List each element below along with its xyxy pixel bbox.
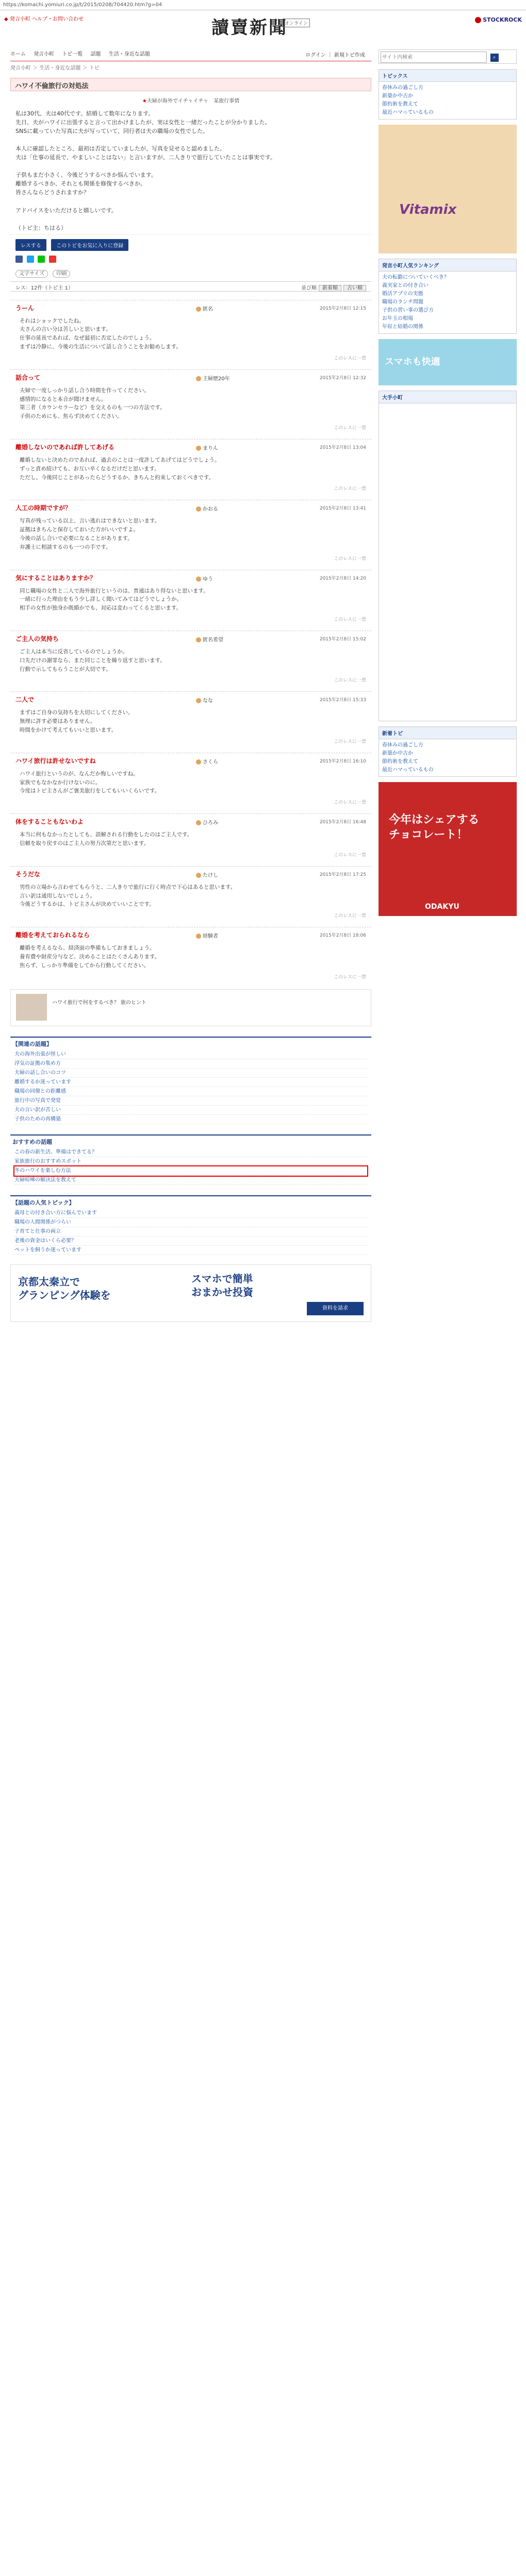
author-icon xyxy=(196,820,201,825)
sidebar-ranking-link[interactable]: お年玉の相場 xyxy=(382,316,413,321)
vote-link[interactable]: このレスに一票 xyxy=(334,355,366,361)
response-header xyxy=(10,695,371,705)
author-name: かおる xyxy=(203,506,218,513)
vote-link[interactable]: このレスに一票 xyxy=(334,739,366,744)
vote-link[interactable]: このレスに一票 xyxy=(334,556,366,562)
response-date: 2015年2月8日 16:10 xyxy=(319,758,366,764)
response-date: 2015年2月8日 12:15 xyxy=(319,306,366,311)
star-icon: ★ xyxy=(142,98,147,104)
author-icon xyxy=(196,873,201,878)
vote-link[interactable]: このレスに一票 xyxy=(334,617,366,622)
brand-icon xyxy=(475,17,481,23)
sidebar-ranking-link[interactable]: 夫の転勤についていくべき？ xyxy=(382,275,449,280)
line-icon[interactable] xyxy=(38,256,45,263)
sidebar-new-topic-link[interactable]: 節約術を教えて xyxy=(382,759,418,765)
response-item xyxy=(10,691,371,744)
response-title[interactable]: 体をすることもないわよ xyxy=(15,818,84,826)
hatena-icon[interactable] xyxy=(49,256,56,263)
author-name: まりん xyxy=(203,446,218,452)
response-author xyxy=(196,757,218,765)
sort-oldest[interactable]: 古い順 xyxy=(343,285,366,292)
response-title[interactable]: うーん xyxy=(15,304,35,312)
response-title[interactable]: 気にすることはありますか？ xyxy=(15,574,96,582)
response-header xyxy=(10,756,371,767)
author-name: 匿名希望 xyxy=(203,637,223,643)
response-body: ハワイ旅行というのが、なんだか悔しいですね。 家族でもなかなか行けないのに。 今度はトピ主さんがご褒美旅行をしてもいいくらいです。 xyxy=(20,770,160,794)
bottom-ad[interactable] xyxy=(10,1264,371,1322)
sidebar-new-topic-link[interactable]: 最近ハマっているもの xyxy=(382,767,434,773)
top-divider xyxy=(0,9,526,11)
facebook-icon[interactable] xyxy=(15,256,23,263)
site-header xyxy=(0,11,526,42)
author-icon xyxy=(196,698,201,703)
response-header xyxy=(10,573,371,584)
related-topic-link[interactable]: 子供のための再構築 xyxy=(14,1115,367,1124)
author-name: 匿名 xyxy=(203,306,213,312)
response-date: 2015年2月8日 17:25 xyxy=(319,872,366,877)
browser-url-bar[interactable] xyxy=(0,0,526,9)
popular-topics xyxy=(10,1195,371,1255)
vote-link[interactable]: このレスに一票 xyxy=(334,852,366,858)
main-column xyxy=(10,49,371,1322)
response-list xyxy=(10,300,371,980)
response-title[interactable]: 二人で xyxy=(15,696,35,704)
topic-actions xyxy=(15,239,366,251)
author-name: たけし xyxy=(203,872,218,878)
response-header xyxy=(10,870,371,880)
ad-chocolate-text: 今年はシェアする チョコレート！ xyxy=(389,814,480,841)
response-title[interactable]: 離婚を考えておられるなら xyxy=(15,931,90,939)
author-name: 主婦歴20年 xyxy=(203,376,230,382)
sidebar-ad-chocolate[interactable] xyxy=(379,782,517,916)
response-author xyxy=(196,871,218,878)
response-author xyxy=(196,444,218,451)
topic-subheading xyxy=(10,96,371,104)
response-body: 離婚しないと決めたのであれば、過去のことは一度許してあげてはどうでしょう。 ずっと責め続けても、お互い辛くなるだけだと思います。 ただし、今後同じことがあったらどうするか、きちんと約束しておくべきです。 xyxy=(20,457,220,481)
response-author xyxy=(196,574,213,582)
popular-topic-link[interactable]: 老後の資金はいくら必要？ xyxy=(14,1236,367,1246)
author-icon xyxy=(196,376,201,381)
online-badge: オンライン xyxy=(283,19,310,27)
sidebar-topic-link[interactable]: 最近ハマっているもの xyxy=(382,110,434,115)
response-date: 2015年2月8日 16:48 xyxy=(319,820,366,825)
sort-newest[interactable]: 新着順 xyxy=(319,285,341,292)
response-body: 本当に何もなかったとしても、誤解される行動をしたのはご主人です。 信頼を取り戻すのはご主人の努力次第だと思います。 xyxy=(20,832,193,846)
ad-brand: Vitamix xyxy=(399,202,457,217)
response-item xyxy=(10,369,371,431)
brand-logo[interactable] xyxy=(475,16,522,23)
response-date: 2015年2月8日 15:02 xyxy=(319,637,366,642)
sidebar-ad-vitamix[interactable] xyxy=(379,125,517,253)
response-item xyxy=(10,866,371,919)
response-title[interactable]: 話合って xyxy=(15,374,41,381)
response-item xyxy=(10,753,371,805)
response-sort-bar xyxy=(10,281,371,292)
global-nav xyxy=(10,49,371,61)
recommended-topic-link[interactable]: 夫婦喧嘩の解決法を教えて xyxy=(14,1176,367,1185)
response-header xyxy=(10,930,371,941)
topic-tools xyxy=(15,269,366,278)
nav-komachi[interactable]: 発言小町 xyxy=(34,52,55,57)
reply-button[interactable]: レスする xyxy=(15,239,46,251)
topic-title: ハワイ不倫旅行の対処法 xyxy=(10,78,371,91)
response-title[interactable]: ハワイ旅行は許せないですね xyxy=(15,757,96,765)
share-buttons xyxy=(15,256,366,264)
response-item xyxy=(10,927,371,979)
response-author xyxy=(196,374,230,382)
sidebar-topic-link[interactable]: 春休みの過ごし方 xyxy=(382,85,423,91)
related-topic-link[interactable]: 夫の言い訳が苦しい xyxy=(14,1106,367,1115)
sidebar-ranking-link[interactable]: 職場のランチ問題 xyxy=(382,299,423,305)
response-title[interactable]: ご主人の気持ち xyxy=(15,635,59,642)
response-date: 2015年2月8日 12:32 xyxy=(319,375,366,381)
sidebar-box-title: 大手小町 xyxy=(379,391,516,403)
sidebar-topic-link[interactable]: 節約術を教えて xyxy=(382,101,418,107)
sidebar-new-topic-link[interactable]: 新築か中古か xyxy=(382,751,413,756)
response-body: 夫婦で一度しっかり話し合う時間を作ってください。 感情的になると本音が聞けません。 第三者（カウンセラーなど）を交えるのも一つの方法です。 子供のためにも、焦らず決めてください。 xyxy=(20,387,166,420)
popular-topic-link[interactable]: 子育てと仕事の両立 xyxy=(14,1227,367,1236)
author-icon xyxy=(196,934,201,939)
recommended-topic-link[interactable]: 冬のハワイを楽しむ方法 xyxy=(14,1166,367,1176)
related-topic-link[interactable]: 離婚するか迷っています xyxy=(14,1078,367,1087)
response-author xyxy=(196,635,223,643)
response-item xyxy=(10,439,371,492)
vote-link[interactable]: このレスに一票 xyxy=(334,800,366,806)
response-body: 写真が残っている以上、言い逃れはできないと思います。 証拠はきちんと保存しておいた方がいいですよ。 今後の話し合いで必要になることがあります。 弁護士に相談するのも一つの手です。 xyxy=(20,518,160,550)
recommended-topics xyxy=(10,1134,371,1185)
sidebar-topic-link[interactable]: 新築か中古か xyxy=(382,93,413,99)
url-text: https://komachi.yomiuri.co.jp/t/2015/0208/704420.htm?g=04 xyxy=(3,2,162,8)
response-item xyxy=(10,500,371,561)
search-icon[interactable]: ⌕ xyxy=(490,54,499,62)
response-body: ご主人は本当に反省しているのでしょうか。 口先だけの謝罪なら、また同じことを繰り返すと思います。 行動で示してもらうことが大切です。 xyxy=(20,649,166,672)
author-name: さくら xyxy=(203,759,218,765)
response-author xyxy=(196,304,213,312)
response-body: 同じ職場の女性と二人で海外旅行というのは、普通はあり得ないと思います。 一緒に行った理由をもう少し詳しく聞いてみてはどうでしょうか。 相手の女性が独身か既婚かでも、対応は変わってくると思います。 xyxy=(20,587,209,612)
search-box xyxy=(379,49,517,64)
response-header xyxy=(10,634,371,645)
response-author xyxy=(196,818,218,826)
response-item xyxy=(10,814,371,858)
feature-thumbnail xyxy=(16,994,47,1021)
author-name: ひろみ xyxy=(203,820,218,826)
site-logo[interactable]: 讀賣新聞 xyxy=(211,18,288,38)
twitter-icon[interactable] xyxy=(27,256,34,263)
response-body: 離婚を考えるなら、経済面の準備もしておきましょう。 養育費や財産分与など、決めることはたくさんあります。 焦らず、しっかり準備をしてから行動してください。 xyxy=(20,945,160,969)
sidebar-ranking-link[interactable]: 義実家との付き合い xyxy=(382,283,429,289)
sidebar-box-title: 発言小町人気ランキング xyxy=(379,259,516,272)
response-author xyxy=(196,696,213,704)
print-button[interactable]: 印刷 xyxy=(53,270,70,278)
sidebar-box-title: 新着トピ xyxy=(379,727,516,739)
related-title: 【関連の話題】 xyxy=(12,1040,52,1047)
response-date: 2015年2月8日 15:33 xyxy=(319,698,366,703)
response-date: 2015年2月8日 14:20 xyxy=(319,575,366,581)
sort-label: 並び順 xyxy=(301,285,317,291)
author-icon xyxy=(196,307,201,312)
response-item xyxy=(10,631,371,683)
request-button[interactable]: 資料を請求 xyxy=(307,1302,364,1315)
recommended-title: おすすめの話題 xyxy=(12,1138,53,1145)
response-author xyxy=(196,931,218,939)
topic-body: 私は30代、夫は40代です。結婚して数年になります。 先日、夫がハワイに出張すると言って出かけましたが、実は女性と一緒だったことが分かりました。 SNSに載っていた写真に夫が写っていて、同行者は夫の職場の女性でした。 本人に確認したところ、最初は否定していましたが、写真を見せると認めました。 夫は「仕事の延長で、やましいことはない」と言いますが、二人きりで旅行していたことは事実です。 子供もまだ小さく、今後どうするべきか悩んでいます。 離婚するべきか、それとも関係を修復するべきか。 皆さんならどうされますか？ アドバイスをいただけると嬉しいです。 （トピ主：ちはる） xyxy=(10,107,371,235)
feature-text: ハワイ旅行で何をするべき？ 旅のヒント xyxy=(52,999,146,1006)
vote-link[interactable]: このレスに一票 xyxy=(334,678,366,684)
response-date: 2015年2月8日 18:06 xyxy=(319,933,366,939)
sidebar-box-title: トピックス xyxy=(379,70,516,82)
author-icon xyxy=(196,637,201,642)
sidebar-box-komachi xyxy=(379,391,517,721)
sidebar-ranking-link[interactable]: 年収と結婚の関係 xyxy=(382,324,423,330)
nav-life[interactable]: 生活・身近な話題 xyxy=(108,52,150,57)
response-item xyxy=(10,300,371,361)
help-link[interactable]: ◆ 発言小町 ヘルプ・お問い合わせ xyxy=(4,16,84,22)
popular-topic-link[interactable]: 職場の人間関係がつらい xyxy=(14,1218,367,1227)
popular-topic-link[interactable]: 義母との付き合い方に悩んでいます xyxy=(14,1209,367,1218)
nav-right-links[interactable]: ログイン ｜ 新規トピ作成 xyxy=(305,53,365,58)
recommended-topic-link[interactable]: 家族旅行のおすすめスポット xyxy=(14,1157,367,1166)
author-icon xyxy=(196,577,201,582)
nav-wadai[interactable]: 話題 xyxy=(90,52,101,57)
author-icon xyxy=(196,446,201,451)
font-size-button[interactable]: 文字サイズ xyxy=(15,270,48,278)
response-header xyxy=(10,373,371,383)
recommended-topic-link[interactable]: この春の新生活、準備はできてる？ xyxy=(14,1148,367,1157)
sidebar-box-new xyxy=(379,726,517,777)
response-title[interactable]: 人工の時期ですが？ xyxy=(15,504,72,512)
search-input[interactable] xyxy=(381,52,487,63)
breadcrumb[interactable]: 発言小町 ＞ 生活・身近な話題 ＞ トピ xyxy=(10,65,100,71)
sidebar-box-ranking xyxy=(379,259,517,334)
ad-phone-text: スマホも快適 xyxy=(385,357,440,367)
vote-link[interactable]: このレスに一票 xyxy=(334,486,366,492)
response-item xyxy=(10,570,371,622)
ad-odakyu-logo: ODAKYU xyxy=(425,903,459,911)
response-title[interactable]: そうだな xyxy=(15,870,41,878)
vote-link[interactable]: このレスに一票 xyxy=(334,426,366,431)
response-header xyxy=(10,303,371,314)
response-count: レス：12件（トピ主 1） xyxy=(15,285,73,291)
author-icon xyxy=(196,506,201,512)
response-body: 男性の立場から言わせてもらうと、二人きりで旅行に行く時点で下心はあると思います。 言い訳は通用しないでしょう。 今後どうするかは、トピ主さんが決めていいことです。 xyxy=(20,884,236,908)
sidebar-ad-phone[interactable] xyxy=(379,339,517,385)
sidebar-new-topic-link[interactable]: 春休みの過ごし方 xyxy=(382,742,423,748)
topic-subheading-text: 夫婦が海外でイチャイチャ 某旅行事情 xyxy=(146,98,240,104)
response-title[interactable]: 離婚しないのであれば許してあげる xyxy=(15,444,115,451)
sidebar-ranking-link[interactable]: 子供の習い事の選び方 xyxy=(382,308,434,313)
related-topic-link[interactable]: 夫の海外出張が怪しい xyxy=(14,1050,367,1059)
response-header xyxy=(10,443,371,453)
author-name: なな xyxy=(203,698,213,704)
related-topic-link[interactable]: 職場の同僚との距離感 xyxy=(14,1087,367,1096)
response-header xyxy=(10,503,371,514)
vote-link[interactable]: このレスに一票 xyxy=(334,974,366,980)
nav-home[interactable]: ホーム xyxy=(10,52,26,57)
response-author xyxy=(196,504,218,512)
vote-link[interactable]: このレスに一票 xyxy=(334,913,366,919)
response-date: 2015年2月8日 13:41 xyxy=(319,506,366,512)
sidebar-box-topics xyxy=(379,69,517,120)
popular-title: 【話題の人気トピック】 xyxy=(12,1199,75,1206)
related-topic-link[interactable]: 夫婦の話し合いのコツ xyxy=(14,1069,367,1078)
popular-topic-link[interactable]: ペットを飼うか迷っています xyxy=(14,1246,367,1255)
bottom-ad-left: 京都太秦立で グランピング体験を xyxy=(18,1275,111,1301)
feature-banner[interactable] xyxy=(10,989,371,1026)
response-body: まずはご自身の気持ちを大切にしてください。 無理に許す必要はありません。 時間をかけて考えてもいいと思います。 xyxy=(20,709,134,733)
response-date: 2015年2月8日 13:04 xyxy=(319,445,366,451)
sidebar-ranking-link[interactable]: 婚活アプリの実態 xyxy=(382,291,423,297)
author-icon xyxy=(196,759,201,765)
bottom-ad-right: スマホで簡単 おまかせ投資 xyxy=(191,1272,253,1298)
brand-label: STOCKROCK xyxy=(483,16,522,23)
related-topics xyxy=(10,1037,371,1124)
response-header xyxy=(10,817,371,827)
related-topic-link[interactable]: 浮気の証拠の集め方 xyxy=(14,1059,367,1069)
author-name: 経験者 xyxy=(203,934,218,940)
related-topic-link[interactable]: 旅行中の写真で発覚 xyxy=(14,1096,367,1106)
response-body: それはショックでしたね。 夫さんの言い分は苦しいと思います。 仕事の延長であれば、なぜ最初に否定したのでしょう。 まずは冷静に、今後の生活について話し合うことをお勧めします。 xyxy=(20,317,182,350)
sidebar xyxy=(379,49,517,921)
favorite-button[interactable]: このトピをお気に入りに登録 xyxy=(51,239,128,251)
nav-topics[interactable]: トピ一覧 xyxy=(62,52,83,57)
author-name: ゆう xyxy=(203,576,213,582)
